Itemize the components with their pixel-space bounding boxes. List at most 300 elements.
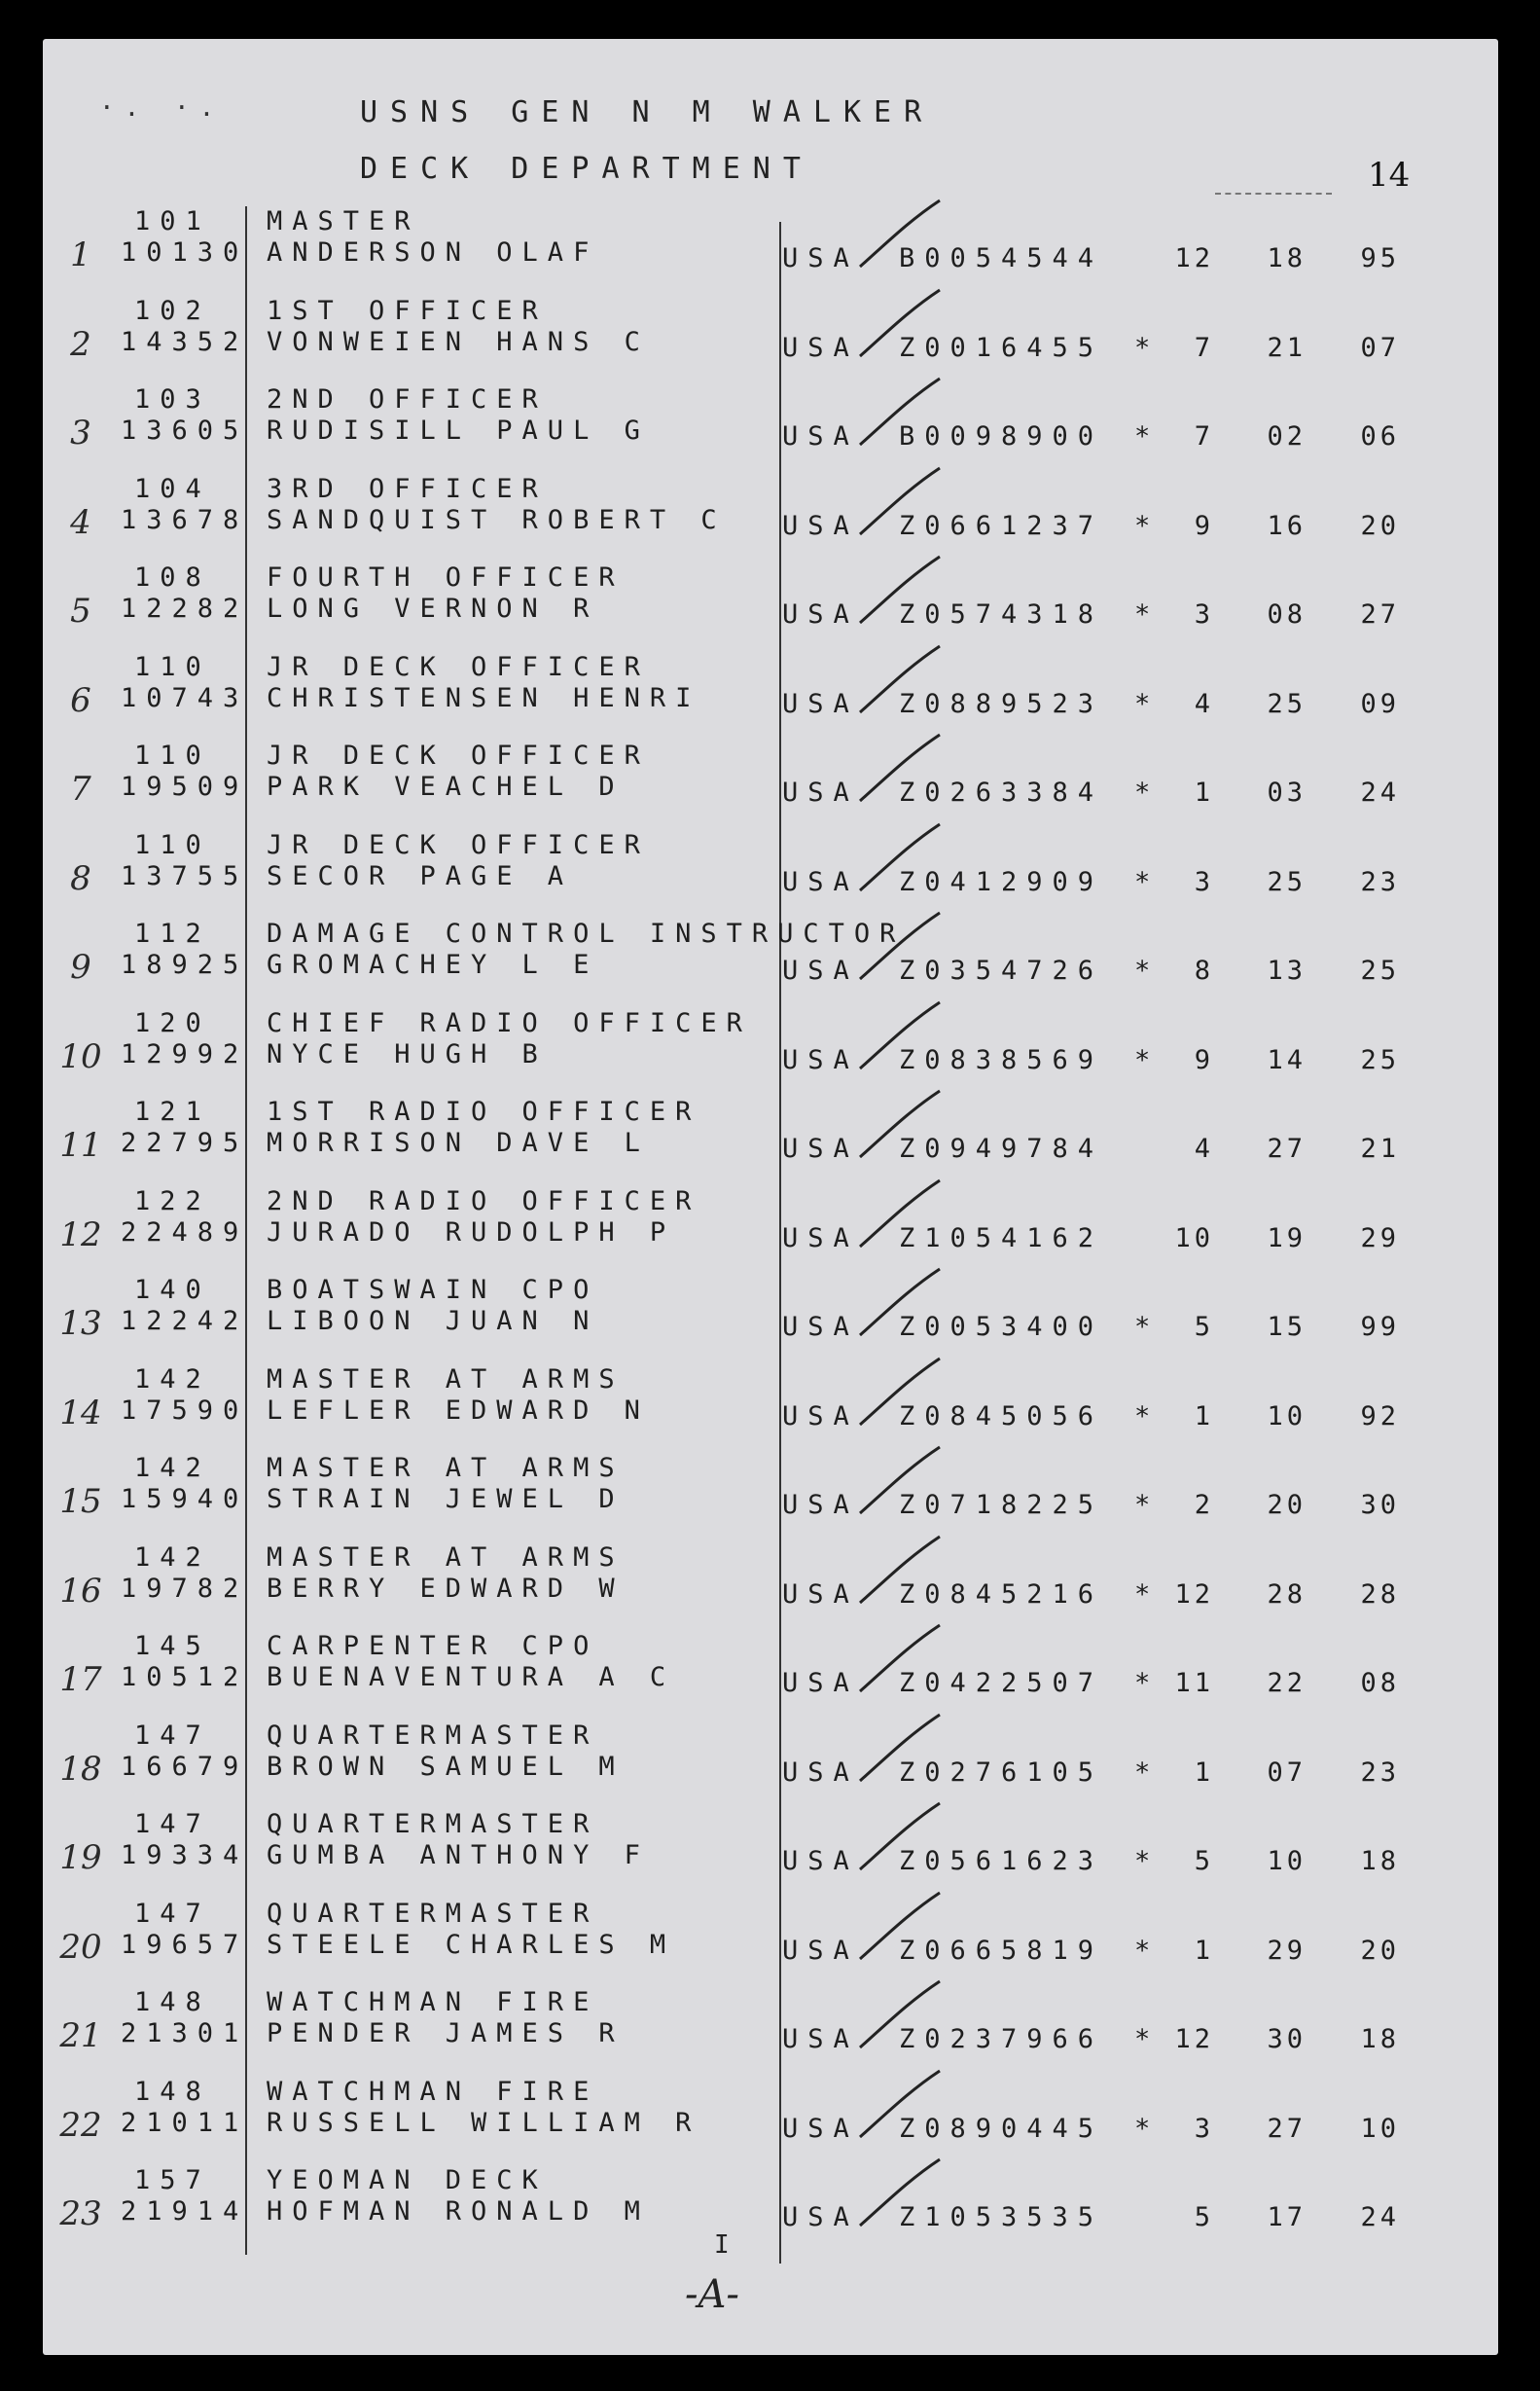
date-month: 5 [1194, 2202, 1214, 2232]
position-code: 112 [134, 919, 211, 949]
line-number: 10 [59, 1036, 102, 1076]
line-number: 3 [70, 414, 91, 453]
star-marker: * [1134, 421, 1151, 452]
crew-entry-row [43, 1987, 1498, 2077]
crew-number: 19509 [121, 772, 249, 802]
check-mark-icon [850, 1355, 948, 1432]
position-code: 147 [134, 1898, 211, 1929]
crew-entry-row [43, 1275, 1498, 1364]
nationality: USA [782, 956, 859, 986]
position-code: 101 [134, 206, 211, 236]
position-code: 103 [134, 384, 211, 415]
crew-name: LIBOON JUAN N [267, 1306, 599, 1336]
star-marker: * [1134, 510, 1151, 541]
nationality: USA [782, 1044, 859, 1075]
star-marker: * [1134, 1490, 1151, 1520]
nationality: USA [782, 1312, 859, 1342]
position-code: 110 [134, 829, 211, 860]
date-day: 07 [1267, 1757, 1307, 1788]
check-mark-icon [850, 2156, 948, 2233]
line-number: 21 [59, 2016, 102, 2055]
date-day: 10 [1267, 1400, 1307, 1431]
date-month: 12 [1174, 243, 1214, 273]
nationality: USA [782, 332, 859, 363]
date-year: 18 [1360, 1846, 1400, 1876]
check-mark-icon [850, 731, 948, 809]
date-day: 10 [1267, 1846, 1307, 1876]
crew-name: LEFLER EDWARD N [267, 1395, 650, 1426]
nationality: USA [782, 1668, 859, 1698]
job-title: FOURTH OFFICER [267, 562, 625, 593]
document-number: Z0422507 [899, 1668, 1104, 1698]
star-marker: * [1134, 778, 1151, 808]
position-code: 110 [134, 651, 211, 682]
position-code: 147 [134, 1720, 211, 1751]
date-year: 24 [1360, 2202, 1400, 2232]
document-number: Z0845216 [899, 1578, 1104, 1610]
crew-number: 19657 [121, 1929, 249, 1960]
star-marker: * [1134, 1400, 1151, 1431]
check-mark-icon [850, 1443, 948, 1521]
date-year: 95 [1360, 243, 1400, 273]
position-code: 148 [134, 2076, 211, 2107]
date-year: 27 [1360, 599, 1400, 630]
star-marker: * [1134, 1757, 1151, 1788]
position-code: 102 [134, 295, 211, 326]
date-day: 28 [1267, 1578, 1307, 1610]
date-month: 12 [1174, 1578, 1214, 1610]
crew-number: 13755 [121, 860, 249, 891]
crew-entry-row [43, 1631, 1498, 1721]
crew-name: JURADO RUDOLPH P [267, 1216, 676, 1248]
department-title: DECK DEPARTMENT [360, 152, 813, 186]
crew-entry-row [43, 206, 1498, 296]
document-number: Z0661237 [899, 510, 1104, 541]
date-year: 09 [1360, 688, 1400, 719]
crew-entry-row [43, 2165, 1498, 2255]
crew-number: 21914 [121, 2196, 249, 2227]
crew-name: CHRISTENSEN HENRI [267, 682, 701, 713]
date-month: 1 [1194, 1757, 1214, 1788]
nationality: USA [782, 1134, 859, 1164]
document-number: Z0890445 [899, 2113, 1104, 2144]
star-marker: * [1134, 2024, 1151, 2054]
check-mark-icon [850, 998, 948, 1076]
date-day: 30 [1267, 2024, 1307, 2054]
job-title: QUARTERMASTER [267, 1809, 599, 1839]
crew-entry-row [43, 562, 1498, 652]
document-number: Z0016455 [899, 332, 1104, 363]
date-year: 25 [1360, 956, 1400, 986]
nationality: USA [782, 1222, 859, 1253]
nationality: USA [782, 1846, 859, 1876]
crew-number: 13678 [121, 504, 249, 535]
crew-entry-row [43, 1721, 1498, 1810]
document-number: Z0574318 [899, 599, 1104, 630]
date-day: 16 [1267, 510, 1307, 541]
crew-number: 21301 [121, 2018, 249, 2048]
nationality: USA [782, 1490, 859, 1520]
position-code: 140 [134, 1275, 211, 1305]
line-number: 9 [70, 948, 91, 987]
position-code: 148 [134, 1987, 211, 2017]
crew-number: 22489 [121, 1216, 249, 1248]
nationality: USA [782, 866, 859, 897]
star-marker: * [1134, 1312, 1151, 1342]
date-day: 08 [1267, 599, 1307, 630]
line-number: 13 [59, 1304, 102, 1343]
line-number: 20 [59, 1927, 102, 1967]
nationality: USA [782, 1935, 859, 1966]
date-year: 29 [1360, 1222, 1400, 1253]
crew-number: 22795 [121, 1128, 249, 1158]
document-number: Z0718225 [899, 1490, 1104, 1520]
position-code: 104 [134, 473, 211, 504]
page-number-underline [1215, 193, 1332, 195]
position-code: 122 [134, 1185, 211, 1216]
document-number: Z0354726 [899, 956, 1104, 986]
crew-number: 13605 [121, 416, 249, 446]
document-number: B0098900 [899, 421, 1104, 452]
date-day: 25 [1267, 688, 1307, 719]
check-mark-icon [850, 1621, 948, 1699]
check-mark-icon [850, 553, 948, 631]
line-number: 4 [70, 502, 91, 542]
date-day: 27 [1267, 2113, 1307, 2144]
job-title: BOATSWAIN CPO [267, 1275, 599, 1305]
crew-entry-row [43, 1186, 1498, 1276]
crew-name: PARK VEACHEL D [267, 772, 625, 802]
crew-name: PENDER JAMES R [267, 2018, 625, 2048]
date-day: 18 [1267, 243, 1307, 273]
line-number: 22 [59, 2105, 102, 2145]
job-title: QUARTERMASTER [267, 1720, 599, 1751]
nationality: USA [782, 778, 859, 808]
crew-name: BUENAVENTURA A C [267, 1662, 676, 1692]
date-year: 30 [1360, 1490, 1400, 1520]
line-number: 17 [59, 1660, 102, 1699]
crew-name: SECOR PAGE A [267, 860, 574, 891]
crew-number: 17590 [121, 1395, 249, 1426]
job-title: YEOMAN DECK [267, 2165, 548, 2195]
crew-number: 14352 [121, 326, 249, 357]
check-mark-icon [850, 1799, 948, 1877]
position-code: 110 [134, 741, 211, 771]
date-day: 17 [1267, 2202, 1307, 2232]
line-number: 15 [59, 1482, 102, 1521]
document-number: Z0838569 [899, 1044, 1104, 1075]
date-month: 10 [1174, 1222, 1214, 1253]
nationality: USA [782, 1578, 859, 1610]
document-number: Z0263384 [899, 778, 1104, 808]
check-mark-icon [850, 1087, 948, 1165]
date-day: 13 [1267, 956, 1307, 986]
line-number: 16 [59, 1571, 102, 1611]
date-month: 11 [1174, 1668, 1214, 1698]
date-day: 27 [1267, 1134, 1307, 1164]
crew-name: NYCE HUGH B [267, 1038, 548, 1069]
document-page [43, 39, 1498, 2355]
date-month: 7 [1194, 332, 1214, 363]
line-number: 14 [59, 1393, 102, 1432]
crew-name: MORRISON DAVE L [267, 1128, 650, 1158]
star-marker: * [1134, 1044, 1151, 1075]
date-day: 15 [1267, 1312, 1307, 1342]
check-mark-icon [850, 820, 948, 898]
date-year: 07 [1360, 332, 1400, 363]
nationality: USA [782, 243, 859, 273]
position-code: 142 [134, 1453, 211, 1483]
crew-entry-row [43, 741, 1498, 830]
crew-number: 15940 [121, 1484, 249, 1514]
date-year: 92 [1360, 1400, 1400, 1431]
job-title: 3RD OFFICER [267, 473, 548, 504]
date-month: 1 [1194, 778, 1214, 808]
date-month: 9 [1194, 510, 1214, 541]
line-number: 2 [70, 324, 91, 364]
job-title: MASTER AT ARMS [267, 1363, 625, 1395]
job-title: CARPENTER CPO [267, 1631, 599, 1661]
position-code: 108 [134, 562, 211, 593]
nationality: USA [782, 599, 859, 630]
document-number: Z0237966 [899, 2024, 1104, 2054]
line-number: 6 [70, 680, 91, 720]
date-month: 3 [1194, 599, 1214, 630]
date-day: 02 [1267, 421, 1307, 452]
date-day: 25 [1267, 866, 1307, 897]
crew-number: 21011 [121, 2107, 249, 2138]
nationality: USA [782, 2113, 859, 2144]
check-mark-icon [850, 1265, 948, 1343]
date-year: 06 [1360, 421, 1400, 452]
position-code: 145 [134, 1631, 211, 1661]
document-number: Z1054162 [899, 1222, 1104, 1253]
crew-name: SANDQUIST ROBERT C [267, 504, 727, 535]
crew-number: 12242 [121, 1306, 249, 1336]
crew-entry-row [43, 1364, 1498, 1454]
crew-number: 12282 [121, 594, 249, 624]
job-title: MASTER AT ARMS [267, 1541, 625, 1573]
job-title: JR DECK OFFICER [267, 829, 650, 860]
nationality: USA [782, 2202, 859, 2232]
job-title: DAMAGE CONTROL INSTRUCTOR [267, 919, 906, 949]
date-month: 5 [1194, 1312, 1214, 1342]
job-title: 2ND OFFICER [267, 384, 548, 415]
crew-entry-row [43, 384, 1498, 474]
date-month: 3 [1194, 2113, 1214, 2144]
check-mark-icon [850, 1889, 948, 1967]
document-number: Z0053400 [899, 1312, 1104, 1342]
crew-name: RUDISILL PAUL G [267, 416, 650, 446]
crew-entry-row [43, 919, 1498, 1008]
crew-name: LONG VERNON R [267, 594, 599, 624]
star-marker: * [1134, 1578, 1151, 1610]
job-title: JR DECK OFFICER [267, 651, 650, 682]
nationality: USA [782, 2024, 859, 2054]
job-title: 1ST OFFICER [267, 295, 548, 326]
nationality: USA [782, 421, 859, 452]
crew-entry-row [43, 296, 1498, 385]
footer-page-mark: -A- [685, 2272, 739, 2317]
crew-entry-row [43, 652, 1498, 742]
nationality: USA [782, 1757, 859, 1788]
crew-name: STRAIN JEWEL D [267, 1484, 625, 1514]
crew-name: GUMBA ANTHONY F [267, 1840, 650, 1870]
crew-number: 19782 [121, 1573, 249, 1604]
crew-name: RUSSELL WILLIAM R [267, 2107, 701, 2138]
check-mark-icon [850, 642, 948, 720]
crew-number: 12992 [121, 1038, 249, 1069]
line-number: 19 [59, 1838, 102, 1877]
date-month: 5 [1194, 1846, 1214, 1876]
date-year: 23 [1360, 866, 1400, 897]
crew-name: VONWEIEN HANS C [267, 326, 650, 357]
crew-name: ANDERSON OLAF [267, 237, 599, 268]
nationality: USA [782, 510, 859, 541]
line-number: 7 [70, 770, 91, 809]
crew-name: GROMACHEY L E [267, 950, 599, 980]
date-year: 21 [1360, 1134, 1400, 1164]
crew-entry-row [43, 1542, 1498, 1632]
date-year: 23 [1360, 1757, 1400, 1788]
document-number: Z0561623 [899, 1846, 1104, 1876]
date-month: 3 [1194, 866, 1214, 897]
date-day: 03 [1267, 778, 1307, 808]
crew-number: 10130 [121, 237, 249, 268]
position-code: 142 [134, 1541, 211, 1573]
document-number: Z1053535 [899, 2202, 1104, 2232]
date-day: 22 [1267, 1668, 1307, 1698]
check-mark-icon [850, 2067, 948, 2145]
job-title: WATCHMAN FIRE [267, 1987, 599, 2017]
date-month: 12 [1174, 2024, 1214, 2054]
date-month: 4 [1194, 1134, 1214, 1164]
date-year: 18 [1360, 2024, 1400, 2054]
date-year: 25 [1360, 1044, 1400, 1075]
nationality: USA [782, 1400, 859, 1431]
line-number: 1 [70, 235, 91, 274]
crew-entry-row [43, 830, 1498, 920]
star-marker: * [1134, 1668, 1151, 1698]
date-year: 10 [1360, 2113, 1400, 2144]
crew-number: 10743 [121, 682, 249, 713]
crew-name: BERRY EDWARD W [267, 1573, 625, 1604]
position-code: 120 [134, 1007, 211, 1038]
star-marker: * [1134, 956, 1151, 986]
job-title: QUARTERMASTER [267, 1898, 599, 1929]
crew-entry-row [43, 2077, 1498, 2166]
job-title: 1ST RADIO OFFICER [267, 1097, 701, 1127]
ship-name: USNS GEN N M WALKER [360, 95, 935, 129]
job-title: WATCHMAN FIRE [267, 2076, 599, 2107]
crew-entry-row [43, 1008, 1498, 1098]
position-code: 157 [134, 2165, 211, 2195]
date-month: 8 [1194, 956, 1214, 986]
document-number: B0054544 [899, 243, 1104, 273]
crew-entry-row [43, 1899, 1498, 1988]
date-day: 14 [1267, 1044, 1307, 1075]
nationality: USA [782, 688, 859, 719]
check-mark-icon [850, 909, 948, 987]
check-mark-icon [850, 197, 948, 274]
line-number: 5 [70, 592, 91, 631]
document-number: Z0276105 [899, 1757, 1104, 1788]
footer-small-mark: I [714, 2230, 730, 2260]
page-number: 14 [1368, 156, 1411, 195]
document-number: Z0412909 [899, 866, 1104, 897]
crew-number: 18925 [121, 950, 249, 980]
star-marker: * [1134, 1846, 1151, 1876]
check-mark-icon [850, 286, 948, 364]
crew-number: 19334 [121, 1840, 249, 1870]
date-day: 20 [1267, 1490, 1307, 1520]
position-code: 142 [134, 1363, 211, 1395]
star-marker: * [1134, 2113, 1151, 2144]
crew-entry-row [43, 1453, 1498, 1542]
position-code: 121 [134, 1097, 211, 1127]
line-number: 23 [59, 2194, 102, 2233]
date-year: 24 [1360, 778, 1400, 808]
document-number: Z0845056 [899, 1400, 1104, 1431]
date-month: 1 [1194, 1935, 1214, 1966]
crew-entry-row [43, 1809, 1498, 1899]
check-mark-icon [850, 1977, 948, 2055]
date-year: 99 [1360, 1312, 1400, 1342]
header-dots: ·. ·. [99, 93, 225, 123]
job-title: JR DECK OFFICER [267, 741, 650, 771]
date-year: 20 [1360, 510, 1400, 541]
check-mark-icon [850, 1533, 948, 1611]
job-title: 2ND RADIO OFFICER [267, 1185, 701, 1216]
date-month: 2 [1194, 1490, 1214, 1520]
crew-entry-row [43, 474, 1498, 563]
job-title: CHIEF RADIO OFFICER [267, 1007, 752, 1038]
date-year: 28 [1360, 1578, 1400, 1610]
line-number: 18 [59, 1749, 102, 1789]
line-number: 11 [59, 1126, 102, 1165]
check-mark-icon [850, 1711, 948, 1789]
date-month: 7 [1194, 421, 1214, 452]
job-title: MASTER AT ARMS [267, 1453, 625, 1483]
crew-entry-row [43, 1097, 1498, 1186]
date-month: 4 [1194, 688, 1214, 719]
date-year: 20 [1360, 1935, 1400, 1966]
date-day: 29 [1267, 1935, 1307, 1966]
star-marker: * [1134, 332, 1151, 363]
document-number: Z0949784 [899, 1134, 1104, 1164]
check-mark-icon [850, 375, 948, 453]
date-month: 9 [1194, 1044, 1214, 1075]
line-number: 8 [70, 858, 91, 898]
check-mark-icon [850, 464, 948, 542]
crew-name: STEELE CHARLES M [267, 1929, 676, 1960]
position-code: 147 [134, 1809, 211, 1839]
star-marker: * [1134, 1935, 1151, 1966]
star-marker: * [1134, 688, 1151, 719]
document-number: Z0665819 [899, 1935, 1104, 1966]
star-marker: * [1134, 866, 1151, 897]
document-number: Z0889523 [899, 688, 1104, 719]
check-mark-icon [850, 1177, 948, 1254]
crew-name: HOFMAN RONALD M [267, 2196, 650, 2227]
date-day: 21 [1267, 332, 1307, 363]
date-year: 08 [1360, 1668, 1400, 1698]
crew-name: BROWN SAMUEL M [267, 1751, 625, 1782]
line-number: 12 [59, 1214, 102, 1254]
date-month: 1 [1194, 1400, 1214, 1431]
crew-number: 16679 [121, 1751, 249, 1782]
job-title: MASTER [267, 206, 420, 236]
